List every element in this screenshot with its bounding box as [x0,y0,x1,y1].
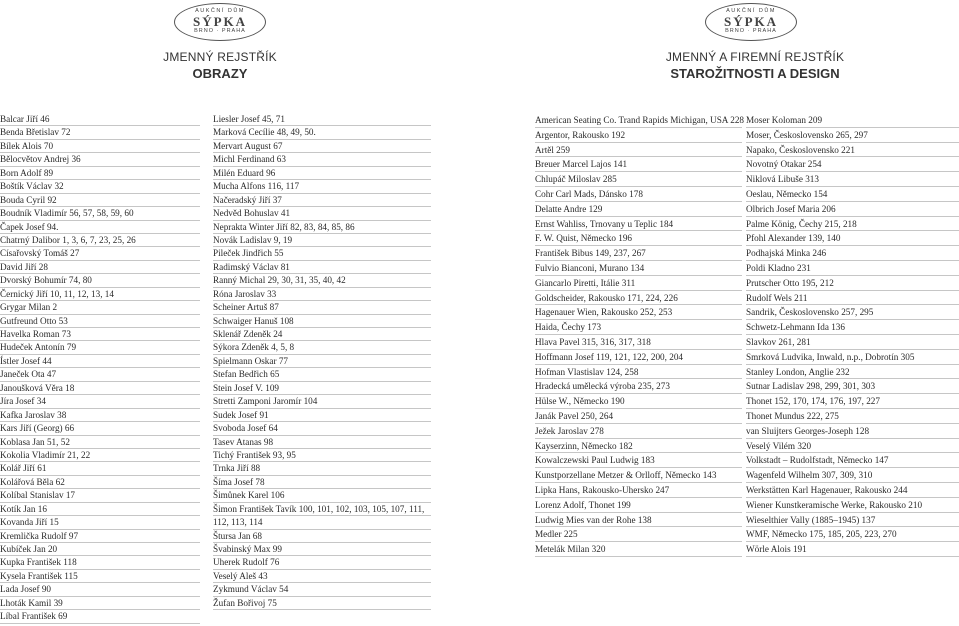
index-entry: Kafka Jaroslav 38 [0,409,200,422]
index-entry: Delatte Andre 129 [535,202,742,217]
index-entry: Švabinský Max 99 [213,543,431,556]
index-entry: WMF, Německo 175, 185, 205, 223, 270 [746,527,959,542]
index-entry: Stanley London, Anglie 232 [746,365,959,380]
index-entry: Born Adolf 89 [0,167,200,180]
index-entry: Wagenfeld Wilhelm 307, 309, 310 [746,468,959,483]
index-entry: Bouda Cyril 92 [0,194,200,207]
index-entry: Žufan Bořivoj 75 [213,597,431,610]
index-entry: Slavkov 261, 281 [746,335,959,350]
logo-line-2: SÝPKA [723,14,779,29]
index-entry: Oeslau, Německo 154 [746,187,959,202]
index-entry: Kysela František 115 [0,570,200,583]
index-entry: Podhajská Minka 246 [746,246,959,261]
index-entry: Kremlička Rudolf 97 [0,530,200,543]
index-entry: Svoboda Josef 64 [213,422,431,435]
index-entry: Niklová Libuše 313 [746,172,959,187]
index-entry: Líbal František 69 [0,610,200,623]
index-entry: Lada Josef 90 [0,583,200,596]
index-entry: Moser, Československo 265, 297 [746,128,959,143]
index-entry: Radimský Václav 81 [213,261,431,274]
index-entry: Kolář Jiří 61 [0,462,200,475]
index-entry: Moser Koloman 209 [746,113,959,128]
index-entry: Hlava Pavel 315, 316, 317, 318 [535,335,742,350]
index-entry: Kubíček Jan 20 [0,543,200,556]
index-entry: Šíma Josef 78 [213,476,431,489]
right-page-heading [640,50,870,82]
index-entry: Cohr Carl Mads, Dánsko 178 [535,187,742,202]
index-entry: Ístler Josef 44 [0,355,200,368]
index-entry: Kunstporzellane Metzer & Orlloff, Německo 143 [535,468,742,483]
index-entry: Kokolia Vladimír 21, 22 [0,449,200,462]
index-entry: Veselý Aleš 43 [213,570,431,583]
index-entry: Chlupáč Miloslav 285 [535,172,742,187]
index-entry: Grygar Milan 2 [0,301,200,314]
index-entry: David Jiří 28 [0,261,200,274]
index-entry: Rudolf Wels 211 [746,291,959,306]
index-entry: Róna Jaroslav 33 [213,288,431,301]
index-entry: Tasev Atanas 98 [213,436,431,449]
index-entry: Schwetz-Lehmann Ida 136 [746,320,959,335]
index-entry: Lipka Hans, Rakousko-Uhersko 247 [535,483,742,498]
left-page-title: OBRAZY [192,66,248,81]
logo-line-3: BRNO · PRAHA [725,28,777,34]
right-page-subtitle: JMENNÝ A FIREMNÍ REJSTŘÍK [665,50,845,64]
index-entry: Wieselthier Vally (1885–1945) 137 [746,513,959,528]
index-entry: Novák Ladislav 9, 19 [213,234,431,247]
index-entry: Stretti Zamponi Jaromír 104 [213,395,431,408]
index-entry: Spielmann Oskar 77 [213,355,431,368]
index-entry: Wörle Alois 191 [746,542,959,557]
index-entry: Zykmund Václav 54 [213,583,431,596]
index-entry: Gutfreund Otto 53 [0,315,200,328]
index-entry: Breuer Marcel Lajos 141 [535,157,742,172]
index-entry: 112, 113, 114 [213,516,431,529]
index-entry: Sandrik, Československo 257, 295 [746,305,959,320]
index-entry: Balcar Jiří 46 [0,113,200,126]
index-entry: Smrková Ludvika, Inwald, n.p., Dobrotín 305 [746,350,959,365]
index-entry: Havelka Roman 73 [0,328,200,341]
index-entry: Kupka František 118 [0,556,200,569]
index-entry: Lhoták Kamil 39 [0,597,200,610]
index-entry: Neprakta Winter Jiří 82, 83, 84, 85, 86 [213,221,431,234]
index-entry: Benda Břetislav 72 [0,126,200,139]
index-entry: Napako, Československo 221 [746,143,959,158]
index-entry: Kovanda Jiří 15 [0,516,200,529]
index-entry: van Sluijters Georges-Joseph 128 [746,424,959,439]
index-entry: Janeček Ota 47 [0,368,200,381]
index-entry: Thonet Mundus 222, 275 [746,409,959,424]
left-page-subtitle: JMENNÝ REJSTŘÍK [163,50,277,64]
index-entry: Hagenauer Wien, Rakousko 252, 253 [535,305,742,320]
auction-house-logo-left [174,3,266,41]
index-entry: Marková Cecílie 48, 49, 50. [213,126,431,139]
index-entry: Janoušková Věra 18 [0,382,200,395]
index-entry: Goldscheider, Rakousko 171, 224, 226 [535,291,742,306]
index-column-antiques-1 [535,113,745,557]
index-entry: Sklenář Zdeněk 24 [213,328,431,341]
right-page-title: STAROŽITNOSTI A DESIGN [670,66,840,81]
index-entry: Bělocvětov Andrej 36 [0,153,200,166]
auction-house-logo-right [705,3,797,41]
index-entry: Hofman Vlastislav 124, 258 [535,365,742,380]
index-entry: Argentor, Rakousko 192 [535,128,742,143]
index-entry: Pileček Jindřich 55 [213,247,431,260]
index-entry: Tichý František 93, 95 [213,449,431,462]
index-entry: Sýkora Zdeněk 4, 5, 8 [213,341,431,354]
index-entry: Schwaiger Hanuš 108 [213,315,431,328]
index-entry: Olbrich Josef Maria 206 [746,202,959,217]
logo-line-1: AUKČNÍ DŮM [195,8,245,14]
index-entry: Mucha Alfons 116, 117 [213,180,431,193]
index-entry: Stefan Bedřich 65 [213,368,431,381]
index-entry: Kolíbal Stanislav 17 [0,489,200,502]
index-entry: Trnka Jiří 88 [213,462,431,475]
index-entry: Uherek Rudolf 76 [213,556,431,569]
index-entry: Liesler Josef 45, 71 [213,113,431,126]
index-entry: Mervart August 67 [213,140,431,153]
left-page-heading [120,50,320,82]
index-entry: Koblasa Jan 51, 52 [0,436,200,449]
index-entry: Hülse W., Německo 190 [535,394,742,409]
index-column-paintings-2 [213,113,431,610]
index-column-paintings-1 [0,113,200,624]
index-entry: Poldi Kladno 231 [746,261,959,276]
index-entry: Thonet 152, 170, 174, 176, 197, 227 [746,394,959,409]
index-entry: Stein Josef V. 109 [213,382,431,395]
index-entry: Šimůnek Karel 106 [213,489,431,502]
index-entry: Chatrný Dalibor 1, 3, 6, 7, 23, 25, 26 [0,234,200,247]
index-entry: Šimon František Tavík 100, 101, 102, 103, 105, 107, 111, [213,503,431,516]
index-column-antiques-2 [746,113,959,557]
logo-line-2: SÝPKA [192,14,248,29]
index-entry: Milén Eduard 96 [213,167,431,180]
index-entry: Boštík Václav 32 [0,180,200,193]
index-entry: Sutnar Ladislav 298, 299, 301, 303 [746,379,959,394]
index-entry: Hradecká umělecká výroba 235, 273 [535,379,742,394]
index-entry: Pfohl Alexander 139, 140 [746,231,959,246]
index-entry: Načeradský Jiří 37 [213,194,431,207]
index-entry: Werkstätten Karl Hagenauer, Rakousko 244 [746,483,959,498]
index-entry: Kars Jiří (Georg) 66 [0,422,200,435]
index-entry: Nedvěd Bohuslav 41 [213,207,431,220]
index-entry: Sudek Josef 91 [213,409,431,422]
index-entry: Černický Jiří 10, 11, 12, 13, 14 [0,288,200,301]
logo-line-3: BRNO · PRAHA [194,28,246,34]
index-entry: Wiener Kunstkeramische Werke, Rakousko 210 [746,498,959,513]
index-entry: František Bibus 149, 237, 267 [535,246,742,261]
index-entry: F. W. Quist, Německo 196 [535,231,742,246]
index-entry: Lorenz Adolf, Thonet 199 [535,498,742,513]
index-entry: Čapek Josef 94. [0,221,200,234]
index-entry: Metelák Milan 320 [535,542,742,557]
index-entry: Ranný Michal 29, 30, 31, 35, 40, 42 [213,274,431,287]
index-entry: Kolářová Běla 62 [0,476,200,489]
index-entry: Hoffmann Josef 119, 121, 122, 200, 204 [535,350,742,365]
index-entry: Fulvio Bianconi, Murano 134 [535,261,742,276]
index-entry: Kayserzinn, Německo 182 [535,439,742,454]
index-entry: Boudník Vladimír 56, 57, 58, 59, 60 [0,207,200,220]
index-entry: Janák Pavel 250, 264 [535,409,742,424]
index-entry: Dvorský Bohumír 74, 80 [0,274,200,287]
index-entry: Veselý Vilém 320 [746,439,959,454]
index-entry: Palme König, Čechy 215, 218 [746,217,959,232]
index-entry: Ludwig Mies van der Rohe 138 [535,513,742,528]
logo-line-1: AUKČNÍ DŮM [726,8,776,14]
index-entry: Volkstadt – Rudolfstadt, Německo 147 [746,453,959,468]
index-entry: Kotík Jan 16 [0,503,200,516]
index-entry: Novotný Otakar 254 [746,157,959,172]
index-entry: Jíra Josef 34 [0,395,200,408]
index-entry: Ježek Jaroslav 278 [535,424,742,439]
index-entry: Scheiner Artuš 87 [213,301,431,314]
index-entry: Císařovský Tomáš 27 [0,247,200,260]
index-entry: Ernst Wahliss, Trnovany u Teplic 184 [535,217,742,232]
index-entry: Štursa Jan 68 [213,530,431,543]
index-entry: Prutscher Otto 195, 212 [746,276,959,291]
index-entry: Artěl 259 [535,143,742,158]
index-entry: Michl Ferdinand 63 [213,153,431,166]
index-entry: Haida, Čechy 173 [535,320,742,335]
index-entry: Kowalczewski Paul Ludwig 183 [535,453,742,468]
index-entry: American Seating Co. Trand Rapids Michigan, USA 228 [535,113,742,128]
index-entry: Hudeček Antonín 79 [0,341,200,354]
index-entry: Giancarlo Piretti, Itálie 311 [535,276,742,291]
index-entry: Medler 225 [535,527,742,542]
index-entry: Bílek Alois 70 [0,140,200,153]
